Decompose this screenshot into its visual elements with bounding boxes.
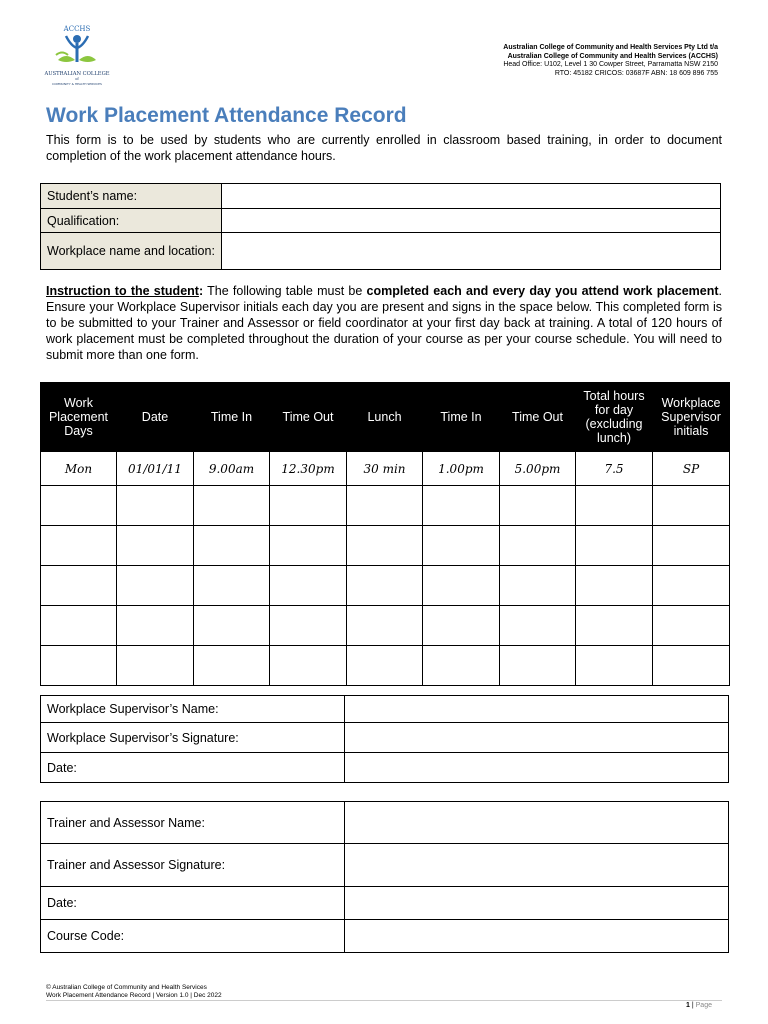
table-cell[interactable] [653, 646, 730, 686]
trainer-signature-label: Trainer and Assessor Signature: [41, 844, 345, 887]
qualification-label: Qualification: [41, 209, 222, 233]
example-cell: 9.00am [194, 452, 270, 486]
table-cell[interactable] [653, 606, 730, 646]
page-title: Work Placement Attendance Record [46, 104, 407, 127]
footer-copyright: © Australian College of Community and Health Services [46, 984, 207, 991]
header-cell: Date [117, 383, 194, 452]
table-cell[interactable] [41, 646, 117, 686]
org-line-3: Head Office: U102, Level 1 30 Cowper Street, Parramatta NSW 2150 [503, 61, 718, 68]
supervisor-name-field[interactable] [345, 696, 729, 723]
workplace-label: Workplace name and location: [41, 233, 222, 270]
header-cell: Lunch [347, 383, 423, 452]
table-cell[interactable] [423, 486, 500, 526]
table-cell[interactable] [653, 486, 730, 526]
student-info-table [40, 183, 721, 270]
instruction-part1: The following table must be [203, 284, 367, 298]
header-cell: Workplace Supervisor initials [653, 383, 730, 452]
table-cell[interactable] [653, 566, 730, 606]
page-word: Page [695, 1002, 712, 1009]
page-sep: | [689, 1002, 696, 1009]
example-cell: SP [653, 452, 730, 486]
table-cell[interactable] [500, 566, 576, 606]
table-cell[interactable] [423, 646, 500, 686]
attendance-header-row [41, 383, 730, 452]
table-cell[interactable] [423, 526, 500, 566]
table-cell[interactable] [500, 646, 576, 686]
example-cell: 5.00pm [500, 452, 576, 486]
header-cell: Work Placement Days [41, 383, 117, 452]
supervisor-table [40, 695, 729, 783]
table-cell[interactable] [194, 486, 270, 526]
table-row [41, 646, 730, 686]
table-cell[interactable] [194, 526, 270, 566]
table-cell[interactable] [423, 606, 500, 646]
logo-figure-icon [44, 22, 110, 88]
table-cell[interactable] [576, 566, 653, 606]
example-row [41, 452, 730, 486]
footer [46, 984, 222, 1000]
trainer-date-field[interactable] [345, 887, 729, 920]
table-row [41, 486, 730, 526]
student-name-label: Student’s name: [41, 184, 222, 209]
table-cell[interactable] [270, 646, 347, 686]
table-cell[interactable] [347, 486, 423, 526]
table-cell[interactable] [117, 486, 194, 526]
table-cell[interactable] [270, 486, 347, 526]
logo-sub: AUSTRALIAN COLLEGE [44, 71, 110, 77]
table-cell[interactable] [117, 646, 194, 686]
example-cell: 1.00pm [423, 452, 500, 486]
table-cell[interactable] [347, 566, 423, 606]
header-cell: Time In [423, 383, 500, 452]
trainer-signature-field[interactable] [345, 844, 729, 887]
college-logo [44, 22, 110, 88]
supervisor-name-label: Workplace Supervisor’s Name: [41, 696, 345, 723]
footer-divider [46, 1000, 722, 1001]
table-cell[interactable] [500, 606, 576, 646]
org-line-1: Australian College of Community and Health Services Pty Ltd t/a [503, 44, 718, 51]
table-cell[interactable] [576, 526, 653, 566]
instruction-lead: Instruction to the student [46, 284, 199, 298]
table-cell[interactable] [347, 526, 423, 566]
header-cell: Time Out [500, 383, 576, 452]
instruction-paragraph [46, 283, 722, 363]
table-cell[interactable] [117, 566, 194, 606]
trainer-date-label: Date: [41, 887, 345, 920]
qualification-field[interactable] [222, 209, 721, 233]
workplace-field[interactable] [222, 233, 721, 270]
table-cell[interactable] [41, 486, 117, 526]
table-cell[interactable] [194, 646, 270, 686]
table-cell[interactable] [194, 566, 270, 606]
table-cell[interactable] [576, 486, 653, 526]
table-row [41, 566, 730, 606]
example-cell: Mon [41, 452, 117, 486]
footer-doc-info: Work Placement Attendance Record | Version 1.0 | Dec 2022 [46, 992, 222, 999]
example-cell: 12.30pm [270, 452, 347, 486]
table-cell[interactable] [347, 646, 423, 686]
table-cell[interactable] [347, 606, 423, 646]
instruction-part2: . Ensure your Workplace Supervisor initials each day you are present and signs in the space below. This completed form is to be submitted to your Trainer and Assessor or field coordinator at your first day back at training. A total of 120 hours of work placement must be completed throughout the duration of your course as per your course schedule. You will need to submit more than one form. [46, 284, 723, 362]
logo-sub3: COMMUNITY & HEALTH SERVICES [52, 82, 102, 86]
example-cell: 01/01/11 [117, 452, 194, 486]
instruction-colon: : [198, 284, 204, 298]
intro-paragraph: This form is to be used by students who are currently enrolled in classroom based training, in order to document completion of the work placement attendance hours. [46, 133, 722, 163]
header-cell: Time Out [270, 383, 347, 452]
example-cell: 30 min [347, 452, 423, 486]
supervisor-date-field[interactable] [345, 753, 729, 783]
header-cell: Total hours for day (excluding lunch) [576, 383, 653, 452]
table-cell[interactable] [270, 566, 347, 606]
example-cell: 7.5 [576, 452, 653, 486]
table-cell[interactable] [41, 566, 117, 606]
table-cell[interactable] [270, 526, 347, 566]
table-cell[interactable] [270, 606, 347, 646]
table-cell[interactable] [576, 606, 653, 646]
table-cell[interactable] [194, 606, 270, 646]
table-cell[interactable] [41, 526, 117, 566]
supervisor-signature-field[interactable] [345, 723, 729, 753]
supervisor-signature-label: Workplace Supervisor’s Signature: [41, 723, 345, 753]
table-cell[interactable] [576, 646, 653, 686]
course-code-field[interactable] [345, 920, 729, 953]
org-line-2: Australian College of Community and Health Services (ACCHS) [507, 52, 718, 60]
table-row [41, 606, 730, 646]
page-number [686, 1002, 712, 1009]
trainer-name-field[interactable] [345, 802, 729, 844]
table-row [41, 526, 730, 566]
organization-info [503, 44, 718, 78]
attendance-table [40, 382, 730, 686]
instruction-bold: completed each and every day you attend work placement [366, 284, 719, 298]
table-cell[interactable] [500, 486, 576, 526]
table-cell[interactable] [41, 606, 117, 646]
table-cell[interactable] [117, 606, 194, 646]
course-code-label: Course Code: [41, 920, 345, 953]
student-name-field[interactable] [222, 184, 721, 209]
table-cell[interactable] [653, 526, 730, 566]
table-cell[interactable] [423, 566, 500, 606]
table-cell[interactable] [117, 526, 194, 566]
trainer-name-label: Trainer and Assessor Name: [41, 802, 345, 844]
org-line-4: RTO: 45182 CRICOS: 03687F ABN: 18 609 896 755 [554, 69, 718, 77]
logo-sub2: of [75, 77, 79, 81]
logo-letters: ACCHS [63, 25, 91, 33]
header-cell: Time In [194, 383, 270, 452]
trainer-table [40, 801, 729, 953]
page-num: 1 [686, 1002, 690, 1009]
supervisor-date-label: Date: [41, 753, 345, 783]
table-cell[interactable] [500, 526, 576, 566]
